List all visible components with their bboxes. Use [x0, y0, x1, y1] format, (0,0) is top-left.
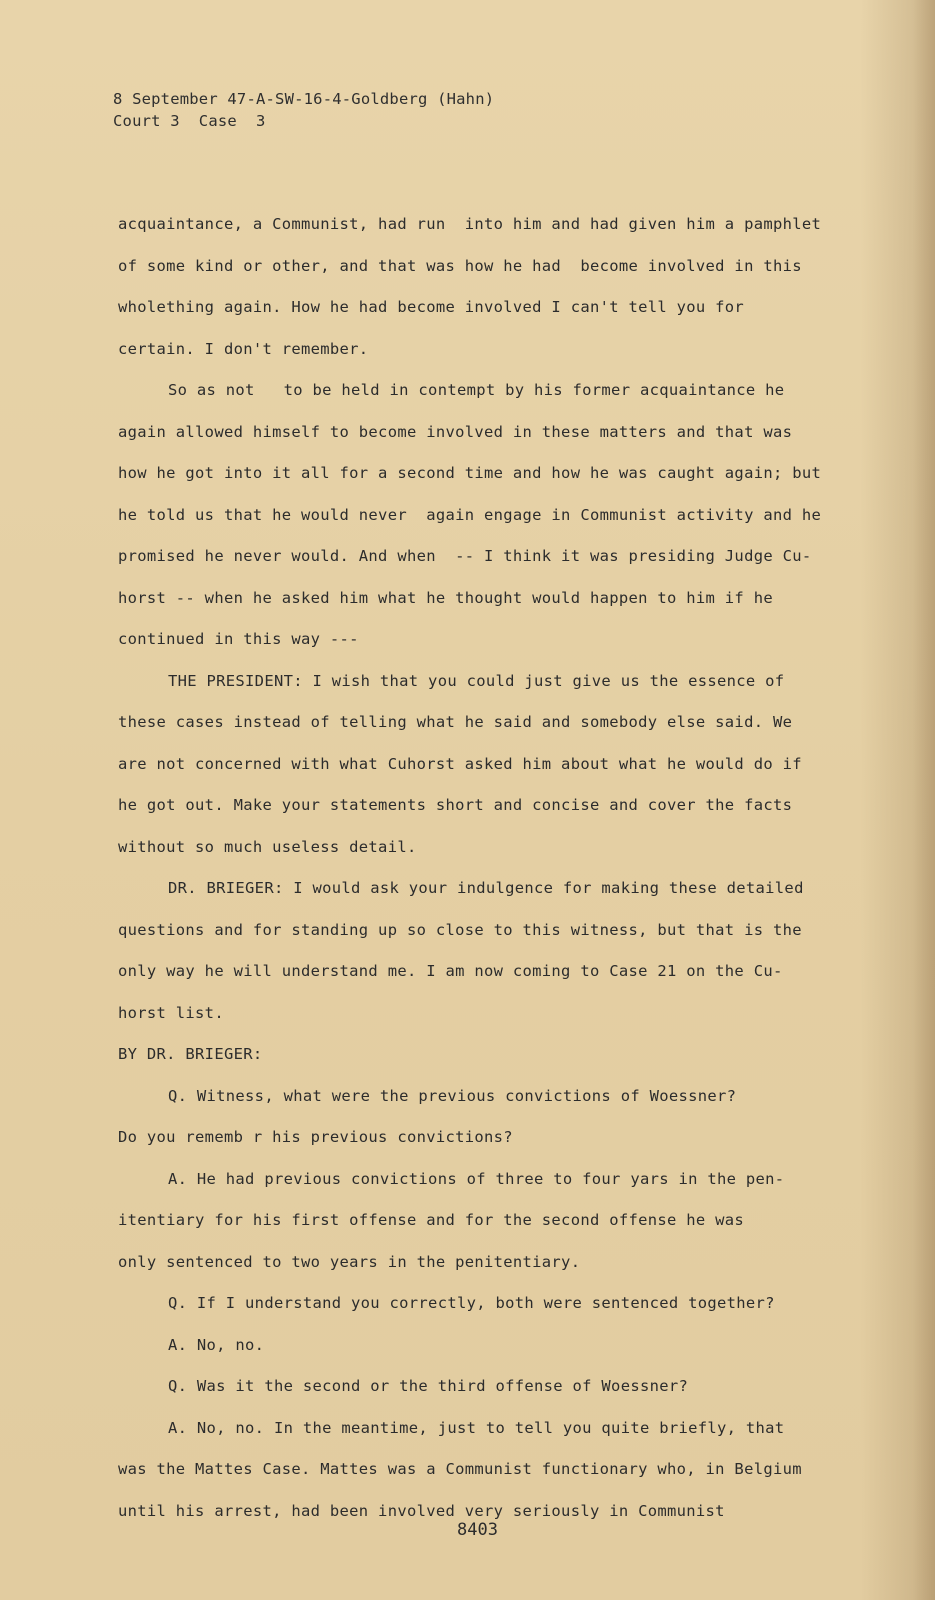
text-line: are not concerned with what Cuhorst asked him about what he would do if	[118, 754, 802, 773]
text-line: A. No, no.	[168, 1335, 265, 1354]
text-line: horst -- when he asked him what he thought would happen to him if he	[118, 588, 773, 607]
text-line: only sentenced to two years in the penitentiary.	[118, 1252, 581, 1271]
text-line: A. No, no. In the meantime, just to tell you quite briefly, that	[168, 1418, 785, 1437]
page-number: 8403	[457, 1520, 498, 1540]
text-line: DR. BRIEGER: I would ask your indulgence for making these detailed	[168, 879, 804, 897]
text-line: only way he will understand me. I am now coming to Case 21 on the Cu-	[118, 962, 783, 980]
text-line: Do you rememb r his previous convictions?	[118, 1128, 513, 1146]
text-line: how he got into it all for a second time and how he was caught again; but	[118, 464, 822, 482]
text-line: without so much useless detail.	[118, 837, 417, 856]
text-line: So as not to be held in contempt by his former acquaintance he	[168, 381, 785, 399]
text-line: BY DR. BRIEGER:	[118, 1045, 263, 1063]
text-line: Q. If I understand you correctly, both were sentenced together?	[168, 1294, 775, 1312]
text-line: until his arrest, had been involved very seriously in Communist	[118, 1501, 725, 1520]
text-line: he told us that he would never again engage in Communist activity and he	[118, 505, 822, 524]
text-line: he got out. Make your statements short and concise and cover the facts	[118, 796, 793, 814]
text-line: certain. I don't remember.	[118, 339, 369, 358]
header-date-line: 8 September 47-A-SW-16-4-Goldberg (Hahn)	[113, 90, 495, 108]
transcript-body	[118, 204, 878, 1532]
text-line: these cases instead of telling what he said and somebody else said. We	[118, 713, 793, 731]
text-line: again allowed himself to become involved in these matters and that was	[118, 422, 793, 441]
text-line: horst list.	[118, 1003, 224, 1022]
text-line: itentiary for his first offense and for the second offense he was	[118, 1211, 745, 1229]
header-court-line: Court 3 Case 3	[113, 112, 266, 130]
text-line: of some kind or other, and that was how he had become involved in this	[118, 256, 802, 275]
text-line: questions and for standing up so close to this witness, but that is the	[118, 920, 802, 939]
text-line: A. He had previous convictions of three to four yars in the pen-	[168, 1169, 785, 1188]
text-line: was the Mattes Case. Mattes was a Communist functionary who, in Belgium	[118, 1460, 802, 1478]
page-edge-shadow	[913, 0, 935, 1600]
text-line: Q. Was it the second or the third offense of Woessner?	[168, 1377, 689, 1395]
text-line: wholething again. How he had become involved I can't tell you for	[118, 298, 745, 316]
text-line: Q. Witness, what were the previous convictions of Woessner?	[168, 1086, 737, 1105]
text-line: THE PRESIDENT: I wish that you could just give us the essence of	[168, 671, 785, 690]
text-line: acquaintance, a Communist, had run into him and had given him a pamphlet	[118, 215, 822, 233]
text-line: promised he never would. And when -- I think it was presiding Judge Cu-	[118, 547, 812, 565]
transcript-header	[113, 88, 494, 132]
text-line: continued in this way ---	[118, 630, 359, 648]
